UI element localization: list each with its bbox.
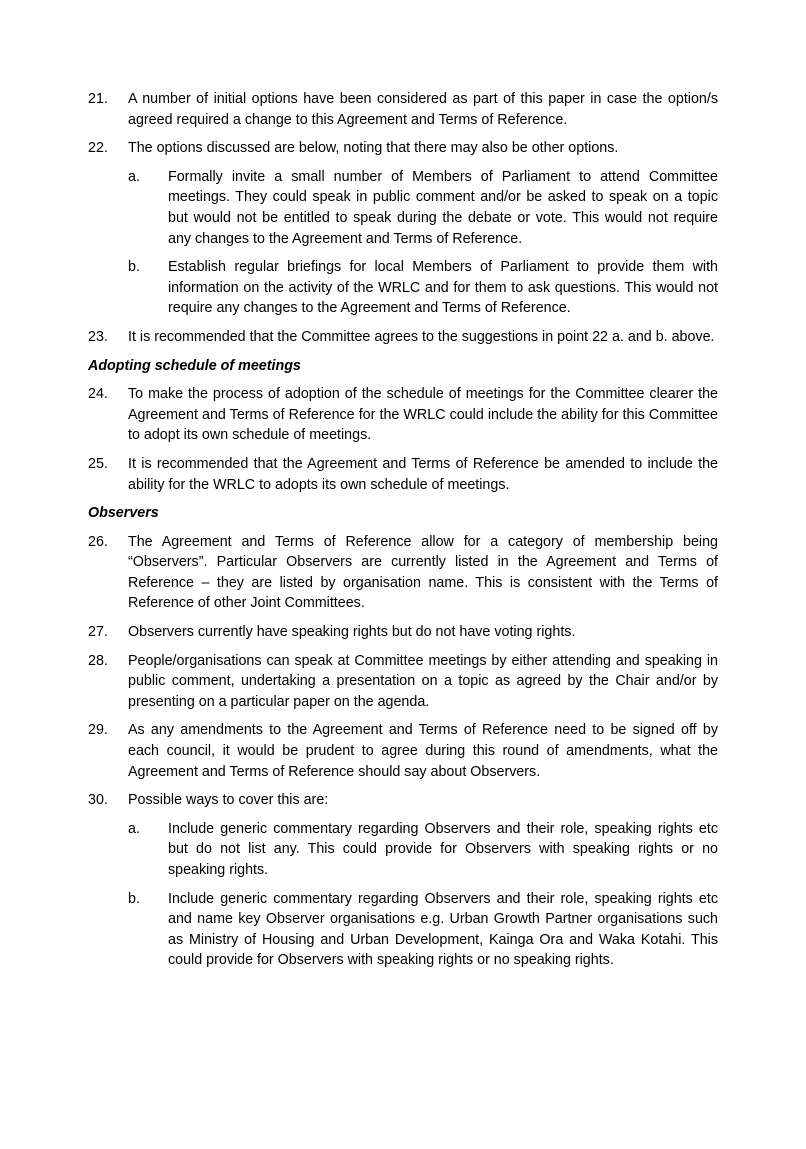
paragraph-26 <box>88 532 718 614</box>
subparagraph-22b <box>128 257 718 319</box>
paragraph-25 <box>88 454 718 495</box>
section-heading-observers: Observers <box>88 505 159 522</box>
paragraph-text: It is recommended that the Committee agrees to the suggestions in point 22 a. and b. above. <box>128 328 715 345</box>
paragraph-text: Possible ways to cover this are: <box>128 792 329 809</box>
subparagraph-letter: a. <box>128 820 140 837</box>
paragraph-number: 22. <box>88 140 108 157</box>
paragraph-text: To make the process of adoption of the schedule of meetings for the Committee clearer the Agreement and Terms of Reference for the WRLC could include the ability for this Committee to adopt its own schedule of meetings. <box>128 386 718 444</box>
subparagraph-30a <box>128 819 718 881</box>
paragraph-number: 21. <box>88 91 108 107</box>
paragraph-number: 25. <box>88 455 108 472</box>
paragraph-29 <box>88 720 718 782</box>
paragraph-22 <box>88 138 718 159</box>
paragraph-number: 30. <box>88 792 108 809</box>
paragraph-23 <box>88 327 718 348</box>
paragraph-number: 29. <box>88 722 108 739</box>
paragraph-text: A number of initial options have been considered as part of this paper in case the option/s agreed required a change to this Agreement and Terms of Reference. <box>128 91 718 128</box>
paragraph-number: 26. <box>88 533 108 550</box>
paragraph-text: It is recommended that the Agreement and Terms of Reference be amended to include the ability for the WRLC to adopts its own schedule of meetings. <box>128 455 718 493</box>
subparagraph-letter: b. <box>128 259 140 276</box>
paragraph-21 <box>88 89 718 130</box>
paragraph-text: People/organisations can speak at Committee meetings by either attending and speaking in public comment, undertaking a presentation on a topic as agreed by the Chair and/or by presenting on a particular paper on the agenda. <box>128 652 718 710</box>
document-body <box>88 89 718 979</box>
paragraph-number: 27. <box>88 624 108 641</box>
paragraph-number: 28. <box>88 652 108 669</box>
paragraph-text: The Agreement and Terms of Reference allow for a category of membership being “Observers”. Particular Observers are currently listed in the Agreement and Terms of Reference – they are listed by organisation name. This is consistent with the Terms of Reference of other Joint Committees. <box>128 533 718 612</box>
paragraph-24 <box>88 384 718 446</box>
subparagraph-30b <box>128 889 718 971</box>
paragraph-number: 24. <box>88 386 108 403</box>
paragraph-text: Observers currently have speaking rights but do not have voting rights. <box>128 624 576 641</box>
section-heading-schedule: Adopting schedule of meetings <box>88 357 301 374</box>
paragraph-30 <box>88 790 718 811</box>
paragraph-27 <box>88 622 718 643</box>
subparagraph-text: Include generic commentary regarding Observers and their role, speaking rights etc but do not list any. This could provide for Observers with speaking rights or no speaking rights. <box>168 820 718 878</box>
subparagraph-22a <box>128 167 718 249</box>
paragraph-text: The options discussed are below, noting that there may also be other options. <box>128 140 619 157</box>
subparagraph-text: Formally invite a small number of Members of Parliament to attend Committee meetings. They could speak in public comment and/or be asked to speak on a topic but would not be entitled to speak during the debate or vote. This would not require any changes to the Agreement and Terms of Reference. <box>168 168 718 247</box>
paragraph-text: As any amendments to the Agreement and Terms of Reference need to be signed off by each council, it would be prudent to agree during this round of amendments, what the Agreement and Terms of Reference should say about Observers. <box>128 722 718 780</box>
paragraph-28 <box>88 651 718 713</box>
subparagraph-letter: b. <box>128 890 140 907</box>
subparagraph-letter: a. <box>128 168 140 185</box>
paragraph-number: 23. <box>88 328 108 345</box>
subparagraph-text: Establish regular briefings for local Members of Parliament to provide them with information on the activity of the WRLC and for them to ask questions. This would not require any changes to the Agreement and Terms of Reference. <box>168 259 718 317</box>
subparagraph-text: Include generic commentary regarding Observers and their role, speaking rights etc and name key Observer organisations e.g. Urban Growth Partner organisations such as Ministry of Housing and Urban Development, Kainga Ora and Waka Kotahi. This could provide for Observers with speaking rights or no speaking rights. <box>168 890 718 969</box>
